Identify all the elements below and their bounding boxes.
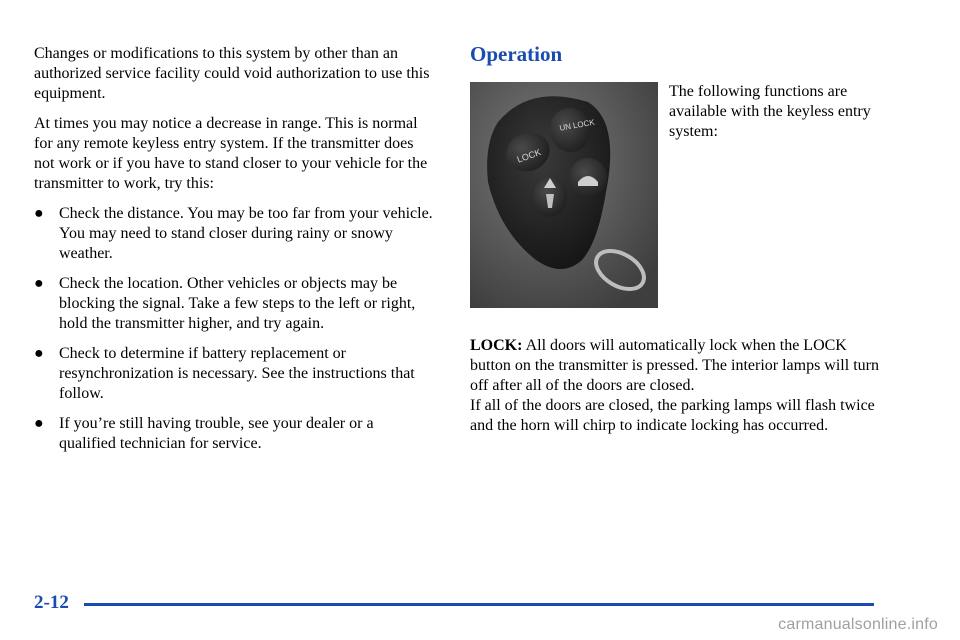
list-item <box>34 274 434 334</box>
lock-description <box>470 336 890 436</box>
paragraph: At times you may notice a decrease in range. This is normal for any remote keyless entry system. If the transmitter does not work or if you have to stand closer to your vehicle for the transmitter to work, try this: <box>34 115 428 192</box>
lock-button-label: LOCK <box>515 146 543 165</box>
intro-text: The following functions are available with the keyless entry system: <box>669 83 871 140</box>
paragraph: Changes or modifications to this system by other than an authorized service facility could void authorization to use this equipment. <box>34 45 430 102</box>
bullet-icon: ● <box>34 415 44 432</box>
bullet-list <box>34 204 434 454</box>
lock-paragraph-2: If all of the doors are closed, the parking lamps will flash twice and the horn will chirp to indicate locking has occurred. <box>470 397 875 434</box>
list-item <box>34 414 434 454</box>
footer-rule <box>84 603 874 606</box>
unlock-button-label: UN LOCK <box>558 117 596 133</box>
list-item-text: If you’re still having trouble, see your dealer or a qualified technician for service. <box>59 415 374 452</box>
bullet-icon: ● <box>34 275 44 292</box>
list-item <box>34 204 434 264</box>
keyfob-illustration <box>470 82 658 308</box>
lock-paragraph <box>470 336 890 396</box>
list-item-text: Check to determine if battery replacement or resynchronization is necessary. See the instructions that follow. <box>59 345 415 402</box>
lock-label: LOCK: <box>470 337 523 354</box>
list-item <box>34 344 434 404</box>
page-number: 2-12 <box>34 592 69 613</box>
keyfob-photo <box>470 82 658 308</box>
section-heading: Operation <box>470 42 563 66</box>
bullet-icon: ● <box>34 205 44 222</box>
list-item-text: Check the location. Other vehicles or objects may be blocking the signal. Take a few steps to the left or right, hold the transmitter higher, and try again. <box>59 275 416 332</box>
bullet-icon: ● <box>34 345 44 362</box>
watermark: carmanualsonline.info <box>778 616 938 633</box>
list-item-text: Check the distance. You may be too far from your vehicle. You may need to stand closer during rainy or snowy weather. <box>59 205 433 262</box>
left-column <box>34 44 434 464</box>
lock-text: All doors will automatically lock when the LOCK button on the transmitter is pressed. The interior lamps will turn off after all of the doors are closed. <box>470 337 879 394</box>
